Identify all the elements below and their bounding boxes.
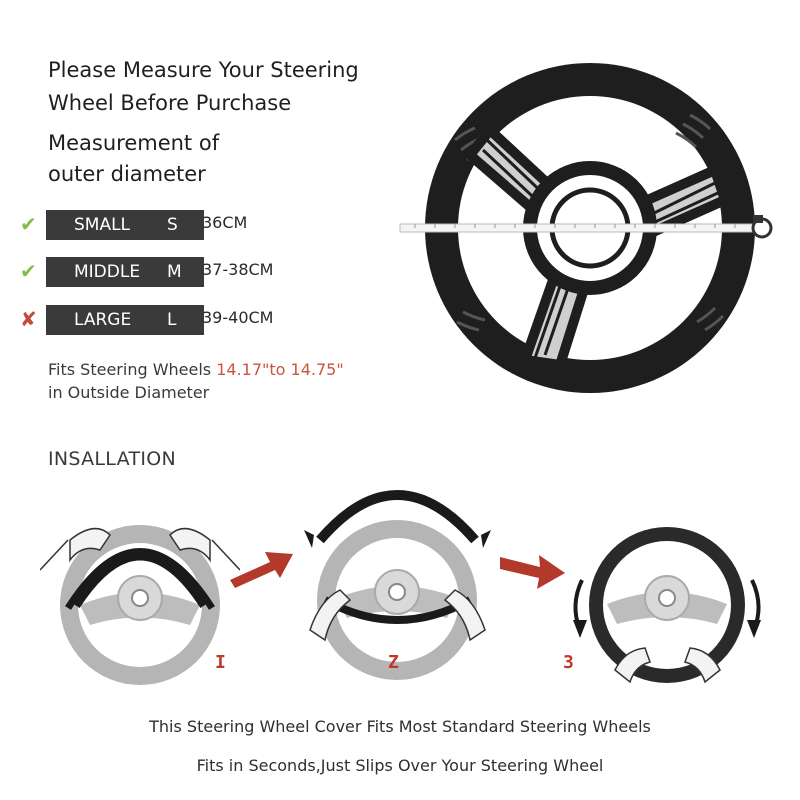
footer-line-2: Fits in Seconds,Just Slips Over Your Steering Wheel xyxy=(196,756,604,775)
step-number-2: Z xyxy=(388,652,399,673)
size-name: LARGE xyxy=(74,310,132,330)
check-icon: ✔ xyxy=(20,212,37,236)
size-row-small xyxy=(20,210,320,242)
measuring-tape xyxy=(400,224,755,232)
step2-arrow-left-icon xyxy=(304,530,314,548)
tape-end-icon xyxy=(753,215,771,237)
size-measurement: 36CM xyxy=(202,213,248,232)
size-letter: S xyxy=(167,215,178,235)
arrow-right-icon xyxy=(495,545,570,595)
arrow-right-icon xyxy=(225,540,300,590)
subtitle xyxy=(48,128,219,190)
step2-arrow-right-icon xyxy=(481,530,491,548)
fits-note xyxy=(48,358,344,404)
fits-range: 14.17"to 14.75" xyxy=(216,360,344,379)
size-letter: L xyxy=(167,310,177,330)
size-letter: M xyxy=(167,262,182,282)
step-1-illustration xyxy=(40,510,240,690)
installation-heading: INSALLATION xyxy=(48,448,177,470)
size-badge xyxy=(46,305,204,335)
step-3-illustration xyxy=(560,520,775,690)
step-number-1: I xyxy=(215,652,226,673)
subtitle-line-2: outer diameter xyxy=(48,162,206,186)
size-name: MIDDLE xyxy=(74,262,141,282)
size-badge xyxy=(46,210,204,240)
size-row-middle xyxy=(20,257,320,289)
check-icon: ✔ xyxy=(20,259,37,283)
title-line-1: Please Measure Your Steering xyxy=(48,58,359,82)
size-measurement: 37-38CM xyxy=(202,260,274,279)
title xyxy=(48,54,359,120)
title-line-2: Wheel Before Purchase xyxy=(48,91,292,115)
size-measurement: 39-40CM xyxy=(202,308,274,327)
cross-icon: ✘ xyxy=(20,307,37,331)
fits-line-2: in Outside Diameter xyxy=(48,383,210,402)
step-number-3: 3 xyxy=(563,652,574,673)
size-row-large xyxy=(20,305,320,337)
steering-wheel-diagram xyxy=(395,60,790,405)
footer-line-1: This Steering Wheel Cover Fits Most Standard Steering Wheels xyxy=(149,717,651,736)
subtitle-line-1: Measurement of xyxy=(48,131,220,155)
size-name: SMALL xyxy=(74,215,131,235)
fits-prefix: Fits Steering Wheels xyxy=(48,360,217,379)
size-badge xyxy=(46,257,204,287)
